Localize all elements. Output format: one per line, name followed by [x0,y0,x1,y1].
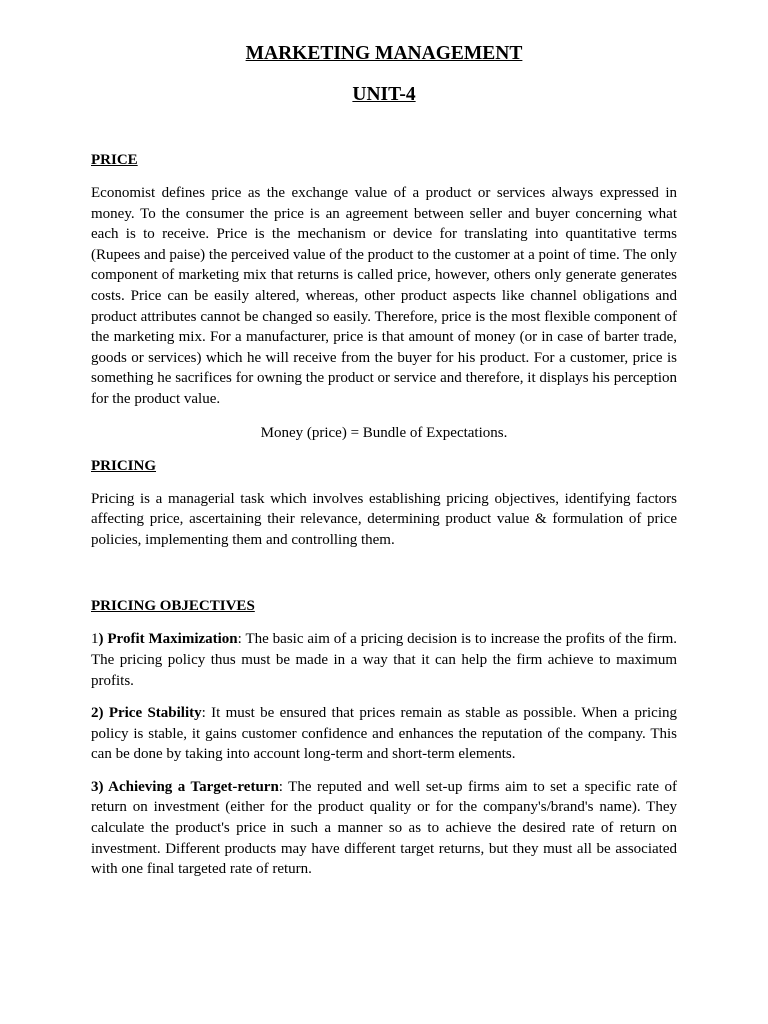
objective-item [91,703,677,765]
objective-label: 3) Achieving a Target-return [91,778,279,795]
section-heading-pricing: PRICING [91,457,157,474]
objective-item [91,629,677,691]
unit-heading: UNIT-4 [352,84,416,105]
section-heading-pricing-objectives: PRICING OBJECTIVES [91,598,255,615]
pricing-paragraph: Pricing is a managerial task which involves establishing pricing objectives, identifying factors affecting price, ascertaining their relevance, determining product value & formulation of price policies, implementing them and controlling them. [91,490,677,548]
objective-text: : The reputed and well set-up firms aim to set a specific rate of return on investment (either for the product quality or for the company's/brand's name). They calculate the product's price in such a manner so as to achieve the desired rate of return on investment. Different products may have different target returns, but they must all be associated with one final targeted rate of return. [91,778,677,878]
price-equation: Money (price) = Bundle of Expectations. [260,424,508,441]
objective-label: 2) Price Stability [91,705,202,722]
section-heading-price: PRICE [91,152,138,168]
price-paragraph: Economist defines price as the exchange value of a product or services always expressed in money. To the consumer the price is an agreement between seller and buyer concerning what each is to receive. Price is the mechanism or device for translating into quantitative terms (Rupees and paise) the perceived value of the product to the customer at a point of time. The only component of marketing mix that returns is called price, however, others only generate generates costs. Price can be easily altered, whereas, other product aspects like channel obligations and product attributes cannot be changed so easily. Therefore, price is the most flexible component of the marketing mix. For a manufacturer, price is that amount of money (or in case of barter trade, goods or services) which he will receive from the buyer for his product. For a customer, price is something he sacrifices for owning the product or service and therefore, it displays his perception for the product value. [91,185,677,407]
document-page [91,40,677,880]
objective-number: 1 [91,631,99,648]
objective-label: ) Profit Maximization [98,631,238,648]
objective-item [91,777,677,880]
objective-text: : It must be ensured that prices remain as stable as possible. When a pricing policy is stable, it gains customer confidence and enhances the reputation of the company. This can be done by taking into account long-term and short-term elements. [91,705,677,763]
objective-text: : The basic aim of a pricing decision is to increase the profits of the firm. The pricing policy thus must be made in a way that it can help the firm achieve to maximum profits. [91,631,677,689]
document-title: MARKETING MANAGEMENT [245,43,523,64]
